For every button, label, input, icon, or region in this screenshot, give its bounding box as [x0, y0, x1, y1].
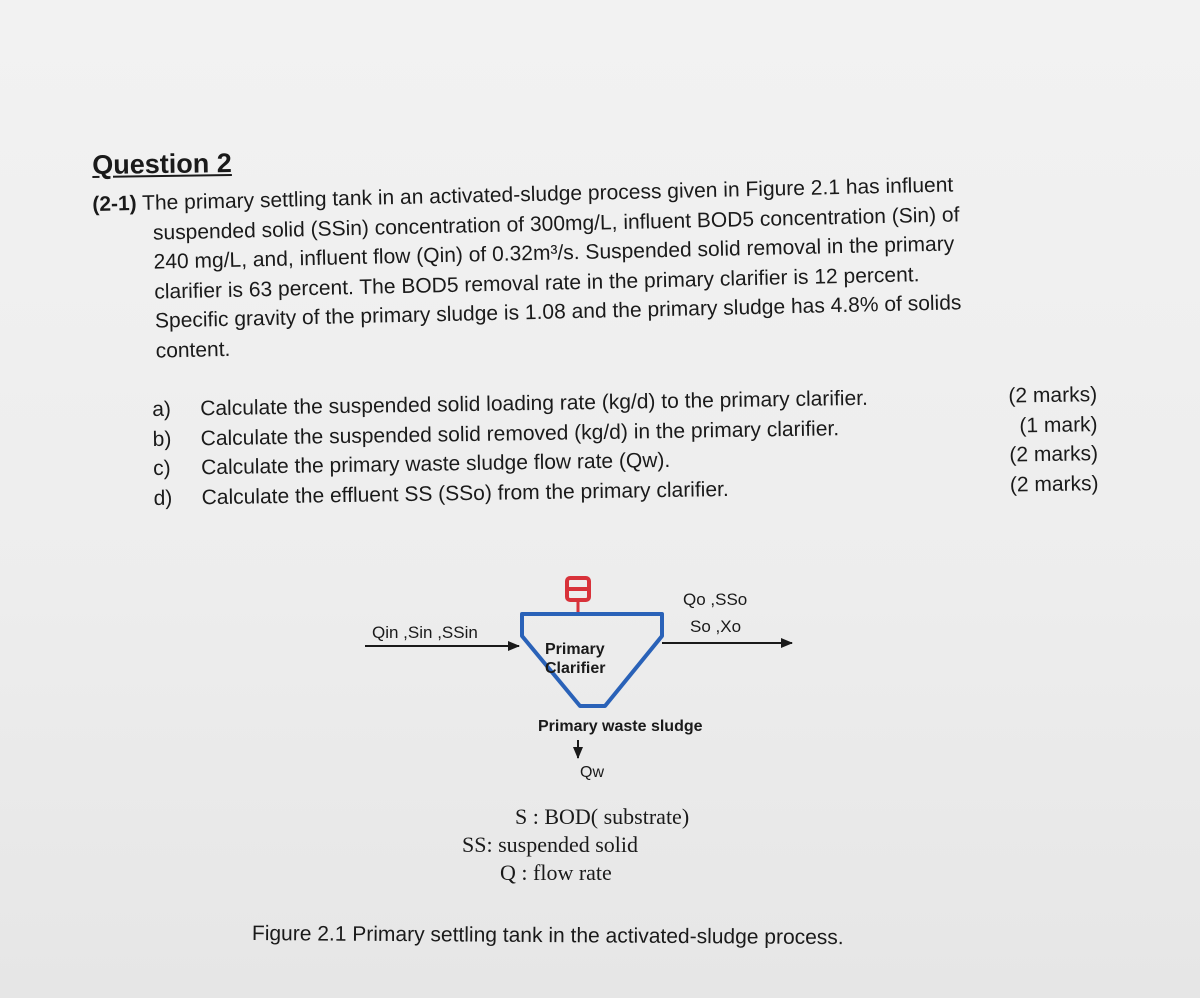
- sludge-label: Primary waste sludge: [538, 718, 703, 735]
- part-label: d): [153, 486, 173, 510]
- figure-caption: Figure 2.1 Primary settling tank in the activated-sludge process.: [251, 922, 844, 950]
- outflow-label-1: Qo ,SSo: [683, 590, 748, 609]
- part-text: Calculate the suspended solid loading rate (kg/d) to the primary clarifier.: [200, 386, 869, 421]
- outflow-label-2: So ,Xo: [690, 617, 742, 636]
- part-text: Calculate the effluent SS (SSo) from the primary clarifier.: [201, 477, 729, 509]
- part-marks: (1 mark): [1019, 412, 1098, 437]
- question-line-6: content.: [155, 337, 231, 363]
- question-line-4: clarifier is 63 percent. The BOD5 removal rate in the primary clarifier is 12 percent.: [154, 262, 920, 304]
- question-heading: Question 2: [92, 148, 232, 180]
- question-line-1-text: The primary settling tank in an activated-sludge process given in Figure 2.1 has influent: [141, 173, 954, 215]
- tank-label-line-2: Clarifier: [545, 660, 606, 677]
- question-number: (2-1): [92, 191, 137, 216]
- question-line-2: suspended solid (SSin) concentration of 300mg/L, influent BOD5 concentration (Sin) of: [152, 202, 960, 245]
- question-line-5: Specific gravity of the primary sludge is 1.08 and the primary sludge has 4.8% of solids: [154, 291, 962, 333]
- legend-line-3: Q : flow rate: [500, 860, 612, 885]
- inflow-label: Qin ,Sin ,SSin: [372, 623, 478, 642]
- legend-line-2: SS: suspended solid: [462, 832, 639, 857]
- part-label: a): [152, 397, 172, 421]
- sludge-flow-label: Qw: [580, 764, 604, 781]
- part-marks: (2 marks): [1009, 442, 1099, 467]
- part-label: b): [152, 427, 172, 451]
- part-marks: (2 marks): [1008, 383, 1098, 408]
- tank-label-line-1: Primary: [545, 641, 605, 658]
- question-line-3: 240 mg/L, and, influent flow (Qin) of 0.32m³/s. Suspended solid removal in the primary: [153, 232, 955, 274]
- part-marks: (2 marks): [1009, 471, 1099, 497]
- part-text: Calculate the primary waste sludge flow rate (Qw).: [200, 448, 671, 480]
- part-text: Calculate the suspended solid removed (kg/d) in the primary clarifier.: [200, 416, 840, 450]
- legend-line-1: S : BOD( substrate): [515, 804, 690, 829]
- part-label: c): [152, 456, 171, 480]
